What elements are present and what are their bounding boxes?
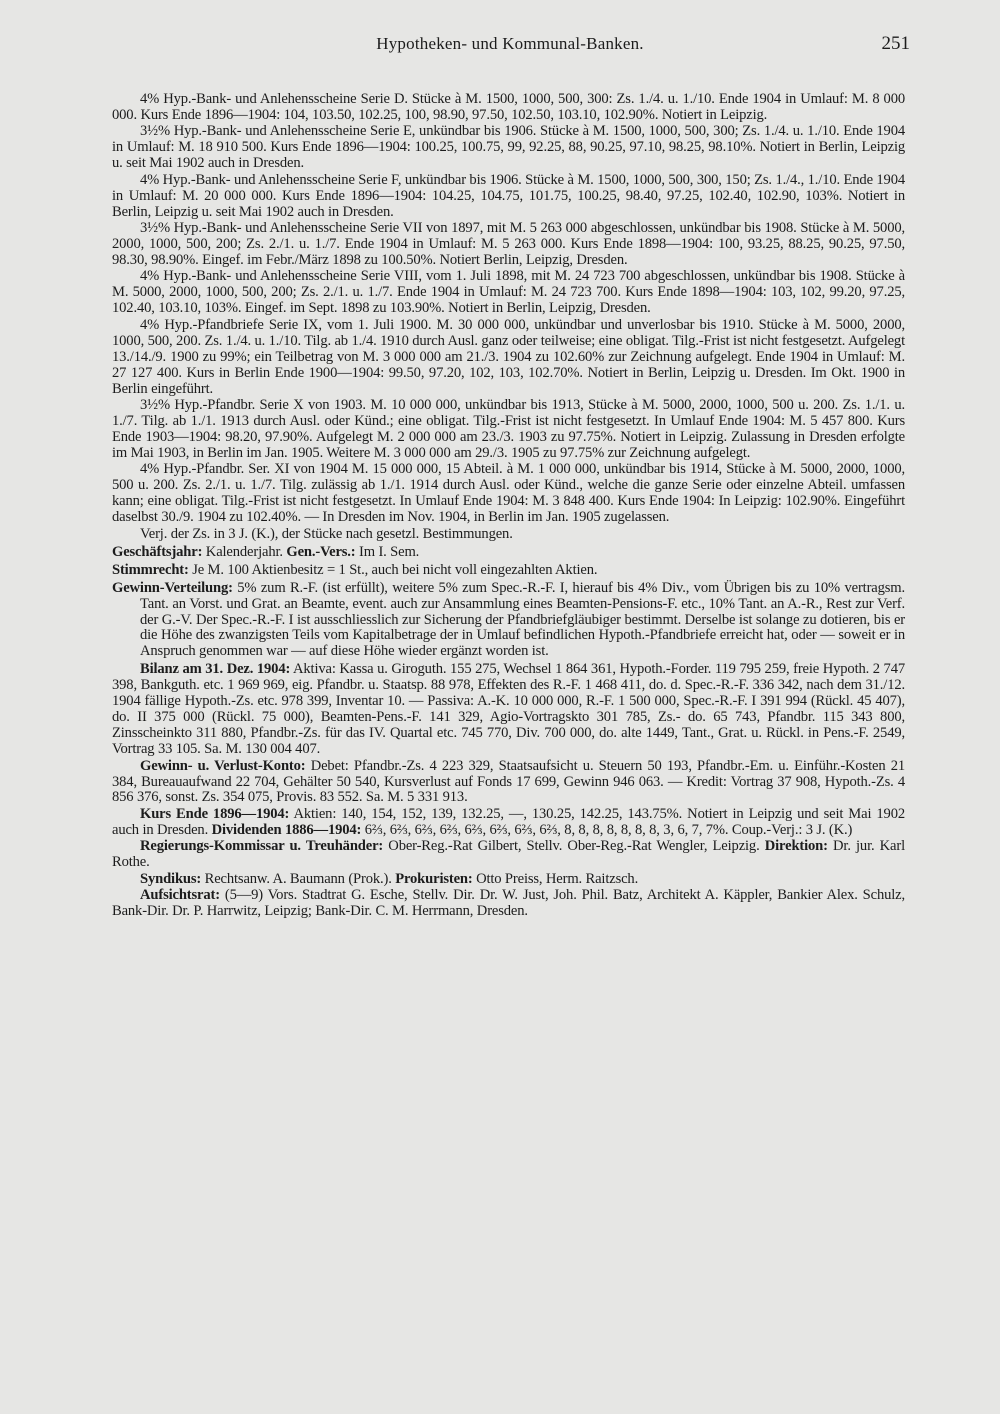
- header-title: Hypotheken- und Kommunal-Banken.: [376, 34, 644, 53]
- section-label: Direktion:: [764, 838, 828, 855]
- paragraph-serie-x: 3½% Hyp.-Pfandbr. Serie X von 1903. M. 10 000 000, unkündbar bis 1913, Stücke à M. 5000, 2000, 1000, 500 u. 200. Zs. 1./1. u. 1./7. Tilg. ab 1./1. 1913 durch Ausl. oder Künd.; eine obligat. Tilg.-Frist ist nicht festgesetzt. In Umlauf Ende 1904: M. 5 457 800. Kurs Ende 1903—1904: 98.20, 97.90%. Aufgelegt M. 2 000 000 am 23./3. 1903 zu 97.75%. Notiert in Leipzig. Zulassung in Dresden erfolgte im Mai 1903, in Berlin im Jan. 1905. Weitere M. 3 000 000 am 29./3. 1905 zu 97.75% zur Zeichnung aufgelegt.: [112, 397, 905, 461]
- section-text: Ober-Reg.-Rat Gilbert, Stellv. Ober-Reg.-Rat Wengler, Leipzig.: [383, 838, 765, 855]
- section-text: Rechtsanw. A. Baumann (Prok.).: [201, 870, 396, 887]
- section-text: Otto Preiss, Herm. Raitzsch.: [472, 870, 639, 887]
- section-text: Debet: Pfandbr.-Zs. 4 223 329, Staatsaufsicht u. Steuern 50 193, Pfandbr.-Em. u. Einführ.-Kosten 21 384, Bureauaufwand 22 704, Gehälter 50 540, Kursverlust auf Fonds 17 699, Gewinn 946 063. — Kredit: Vortrag 37 908, Hypoth.-Zs. 4 856 376, sonst. Zs. 354 075, Provis. 83 552. Sa. M. 5 331 913.: [112, 757, 905, 806]
- section-label: Dividenden 1886—1904:: [211, 821, 362, 838]
- section-gewinn-verteilung: [112, 581, 905, 661]
- section-gewinn-verlust-konto: [112, 759, 905, 807]
- section-label: Syndikus:: [140, 870, 202, 887]
- section-text: 6⅔, 6⅔, 6⅔, 6⅔, 6⅔, 6⅔, 6⅔, 6⅔, 8, 8, 8, 8, 8, 8, 8, 3, 6, 7, 7%. Coup.-Verj.: 3 J. (K.): [361, 821, 853, 838]
- paragraph-verjaehrung: Verj. der Zs. in 3 J. (K.), der Stücke nach gesetzl. Bestimmungen.: [140, 525, 513, 542]
- section-text: Je M. 100 Aktienbesitz = 1 St., auch bei nicht voll eingezahlten Aktien.: [188, 561, 598, 578]
- section-text: Kalenderjahr.: [202, 543, 287, 560]
- section-label: Bilanz am 31. Dez. 1904:: [140, 661, 291, 678]
- section-text: Dr. jur. Karl Rothe.: [112, 838, 905, 871]
- section-label: Geschäftsjahr:: [112, 543, 203, 560]
- paragraph-serie-f: 4% Hyp.-Bank- und Anlehensscheine Serie F, unkündbar bis 1906. Stücke à M. 1500, 1000, 500, 300, 150; Zs. 1./4., 1./10. Ende 1904 in Umlauf: M. 20 000 000. Kurs Ende 1896—1904: 104.25, 104.75, 101.75, 100.25, 98.40, 97.25, 102.40, 102.90, 103%. Notiert in Berlin, Leipzig u. seit Mai 1902 auch in Dresden.: [112, 171, 905, 220]
- section-bilanz: [112, 662, 905, 758]
- paragraph-serie-vii: 3½% Hyp.-Bank- und Anlehensscheine Serie VII von 1897, mit M. 5 263 000 abgeschlossen, unkündbar bis 1908. Stücke à M. 5000, 2000, 1000, 500, 200; Zs. 2./1. u. 1./7. Ende 1904 in Umlauf: M. 5 263 000. Kurs Ende 1898—1904: 100, 93.25, 88.25, 90.25, 97.50, 98.30, 98.90%. Eingef. im Febr./März 1898 zu 100.50%. Notiert Berlin, Leipzig, Dresden.: [112, 220, 905, 269]
- paragraph-serie-e: 3½% Hyp.-Bank- und Anlehensscheine Serie E, unkündbar bis 1906. Stücke à M. 1500, 1000, 500, 300; Zs. 1./4. u. 1./10. Ende 1904 in Umlauf: M. 18 910 500. Kurs Ende 1896—1904: 100.25, 100.75, 99, 92.25, 88, 90.25, 97.10, 98.25, 98.10%. Notiert in Berlin, Leipzig u. seit Mai 1902 auch in Dresden.: [112, 123, 905, 172]
- section-label: Gewinn- u. Verlust-Konto:: [140, 757, 306, 774]
- paragraph-serie-ix: 4% Hyp.-Pfandbriefe Serie IX, vom 1. Juli 1900. M. 30 000 000, unkündbar und unverlosbar bis 1910. Stücke à M. 5000, 2000, 1000, 500, 200. Zs. 1./4. u. 1./10. Tilg. ab 1./4. 1910 durch Ausl. ganz oder teilweise; eine obligat. Tilg.-Frist ist nicht festgesetzt. Aufgelegt 13./14./9. 1900 zu 99%; ein Teilbetrag von M. 3 000 000 am 21./3. 1904 zu 102.60% zur Zeichnung aufgelegt. Ende 1904 in Umlauf: M. 27 127 400. Kurs in Berlin Ende 1900—1904: 99.50, 97.20, 102, 103, 102.70%. Notiert in Berlin, Leipzig u. Dresden. Im Okt. 1900 in Berlin eingeführt.: [112, 316, 905, 397]
- section-label: Prokuristen:: [395, 870, 473, 887]
- page-number: 251: [881, 33, 910, 54]
- section-label: Stimmrecht:: [112, 561, 189, 578]
- paragraph-serie-xi: 4% Hyp.-Pfandbr. Ser. XI von 1904 M. 15 000 000, 15 Abteil. à M. 1 000 000, unkündbar bis 1914, Stücke à M. 5000, 2000, 1000, 500 u. 200. Zs. 2./1. u. 1./7. Tilg. zulässig ab 1./1. 1914 durch Ausl. oder Künd., welche die ganze Serie oder einzelne Abteil. umfassen kann; eine obligat. Tilg.-Frist ist nicht festgesetzt. In Umlauf Ende 1904: M. 3 848 400. Kurs Ende 1904: In Leipzig: 102.90%. Eingeführt daselbst 30./9. 1904 zu 102.40%. — In Dresden im Nov. 1904, in Berlin im Jan. 1905 zugelassen.: [112, 461, 905, 526]
- section-kurs-dividenden: [112, 807, 905, 839]
- section-label: Regierungs-Kommissar u. Treuhänder:: [140, 838, 384, 855]
- running-header: [110, 34, 910, 58]
- paragraph-serie-viii: 4% Hyp.-Bank- und Anlehensscheine Serie VIII, vom 1. Juli 1898, mit M. 24 723 700 abgeschlossen, unkündbar bis 1908. Stücke à M. 5000, 2000, 1000, 500, 200; Zs. 2./1. u. 1./7. Ende 1904 in Umlauf: M. 24 723 700. Kurs Ende 1898—1904: 103, 102, 99.20, 97.25, 102.40, 103.10, 103%. Eingef. im Sept. 1898 zu 103.90%. Notiert in Berlin, Leipzig, Dresden.: [112, 268, 905, 317]
- section-syndikus: [112, 872, 905, 888]
- section-label: Gewinn-Verteilung:: [112, 579, 233, 596]
- paragraph-serie-d: 4% Hyp.-Bank- und Anlehensscheine Serie D. Stücke à M. 1500, 1000, 500, 300: Zs. 1./4. u. 1./10. Ende 1904 in Umlauf: M. 8 000 000. Kurs Ende 1896—1904: 104, 103.50, 102.25, 100, 98.90, 97.50, 102.50, 103.10, 102.90%. Notiert in Leipzig.: [112, 91, 905, 123]
- section-aufsichtsrat: [112, 888, 905, 920]
- section-text: Aktien: 140, 154, 152, 139, 132.25, —, 130.25, 142.25, 143.75%. Notiert in Leipzig und seit Mai 1902 auch in Dresden.: [112, 805, 905, 838]
- section-label: Kurs Ende 1896—1904:: [140, 805, 290, 822]
- section-label: Aufsichtsrat:: [140, 887, 220, 904]
- section-text: 5% zum R.-F. (ist erfüllt), weitere 5% zum Spec.-R.-F. I, hierauf bis 4% Div., vom Übrigen bis zu 10% vertragsm. Tant. an Vorst. und Grat. an Beamte, event. auch zur Ansammlung eines Beamten-Pensions-F. etc., 10% Tant. an A.-R., Rest zur Verf. der G.-V. Der Spec.-R.-F. I ist ausschliesslich zur Sicherung der Pfandbriefgläubiger bestimmt. Derselbe ist solange zu dotieren, bis er die Höhe des zwanzigsten Teils vom Kapitalbetrage der in Umlauf befindlichen Hypoth.-Pfandbriefe erreicht hat, oder — soweit er in Anspruch genommen war — auf diese Höhe wieder ergänzt worden ist.: [140, 579, 905, 660]
- page-body: [112, 92, 905, 921]
- section-text: Aktiva: Kassa u. Giroguth. 155 275, Wechsel 1 864 361, Hypoth.-Forder. 119 795 259, freie Hypoth. 2 747 398, Bankguth. etc. 1 969 969, eig. Pfandbr. u. Staatsp. 88 978, Effekten des R.-F. 1 468 411, do. d. Spec.-R.-F. 336 342, nach dem 31./12. 1904 fällige Hypoth.-Zs. etc. 978 399, Inventar 10. — Passiva: A.-K. 10 000 000, R.-F. 1 500 000, Spec.-R.-F. I 391 994 (Rückl. 45 407), do. II 375 000 (Rückl. 75 000), Beamten-Pens.-F. 141 329, Agio-Vortragskto 301 785, Zs.- do. 65 743, Pfandbr. 115 343 800, Zinsscheinkto 311 880, Pfandbr.-Zs. für das IV. Quartal etc. 745 770, Div. 700 000, do. alte 1449, Tant., Grat. u. Rückl. in Pens.-F. 2549, Vortrag 33 105. Sa. M. 130 004 407.: [112, 661, 905, 758]
- section-geschaeftsjahr: [112, 545, 905, 561]
- section-regierungs-kommissar: [112, 839, 905, 871]
- section-label: Gen.-Vers.:: [286, 543, 356, 560]
- section-stimmrecht: [112, 563, 905, 579]
- section-text: (5—9) Vors. Stadtrat G. Esche, Stellv. Dir. Dr. W. Just, Joh. Phil. Batz, Architekt A. Käppler, Bankier Alex. Schulz, Bank-Dir. Dr. P. Harrwitz, Leipzig; Bank-Dir. C. M. Herrmann, Dresden.: [112, 887, 905, 920]
- section-text: Im I. Sem.: [355, 543, 420, 560]
